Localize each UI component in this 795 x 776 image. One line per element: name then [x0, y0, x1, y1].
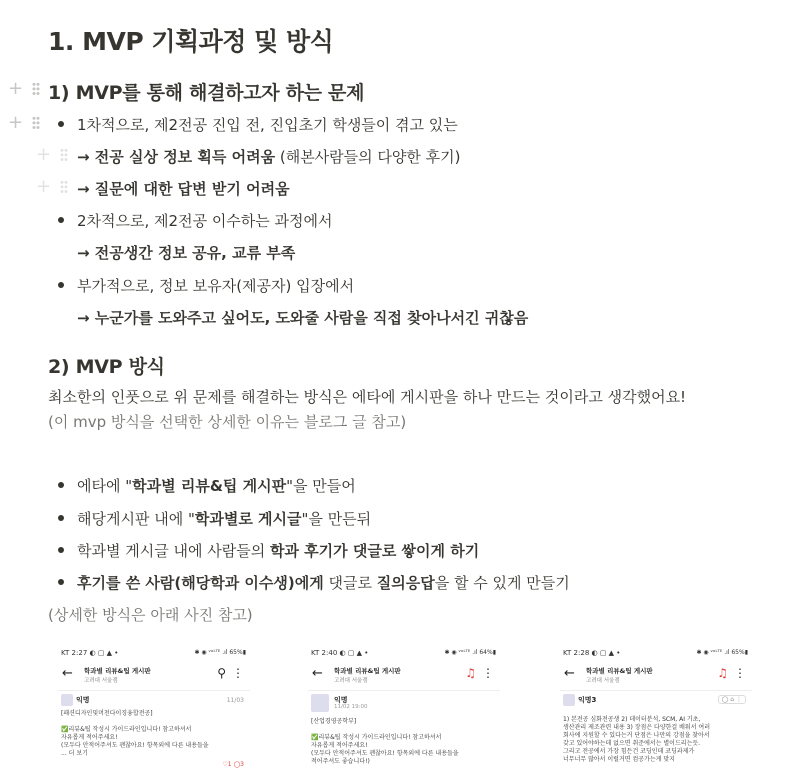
post-body: [산업경영공학부] ✅리뷰&팁 작성시 가이드라인입니다! 참고하셔서 자유롭게 적어주세요! (모두다 안적어주셔도 괜찮아요! 항목외에 다른 내용들을 적어주셔도 좋습니다!) [311, 718, 459, 765]
add-block-icon[interactable]: + [36, 144, 52, 165]
bell-icon: ♫ [717, 666, 728, 680]
paragraph-note: (이 mvp 방식을 선택한 상세한 이유는 블로그 글 참고) [48, 413, 407, 431]
post-date: 11/03 [226, 697, 244, 704]
text-bold: 학과 후기가 댓글로 쌓이게 하기 [269, 542, 480, 560]
paragraph-note: (상세한 방식은 아래 사진 참고) [48, 606, 253, 624]
screenshot-image [308, 646, 500, 776]
text-bold: 후기를 쓴 사람(해당학과 이수생)에게 [77, 574, 324, 592]
more-icon: ⋮ [482, 666, 494, 680]
post-author: 익명 [334, 696, 348, 704]
back-arrow-icon: ← [564, 666, 575, 681]
screenshot-image [560, 646, 752, 776]
paragraph: 최소한의 인풋으로 위 문제를 해결하는 방식은 에타에 게시판을 하나 만드는 것이라고 생각했어요! [48, 388, 687, 406]
text-bold: 학과별로 게시글 [194, 510, 302, 528]
bullet [58, 482, 64, 488]
section-2-title: 2) MVP 방식 [48, 356, 165, 378]
bullet [58, 121, 64, 127]
divider [560, 690, 752, 691]
sub-item-rest: (해본사람들의 다양한 후기) [275, 148, 461, 166]
drag-handle-icon[interactable] [32, 82, 40, 96]
post-author: 익명 [76, 696, 90, 704]
search-icon: ⚲ [217, 666, 226, 680]
bell-icon: ♫ [465, 666, 476, 680]
text: 해당게시판 내에 " [77, 510, 195, 528]
text: 을 할 수 있게 만들기 [434, 574, 570, 592]
list-item [77, 508, 371, 529]
list-sub-item [77, 242, 295, 263]
bullet [58, 217, 64, 223]
list-item [77, 475, 356, 496]
text: "을 만든뒤 [301, 510, 372, 528]
bullet [58, 579, 64, 585]
text: 학과별 게시글 내에 사람들의 [77, 542, 270, 560]
divider [308, 690, 500, 691]
list-item: 1차적으로, 제2전공 진입 전, 진입초기 학생들이 겪고 있는 [77, 116, 458, 134]
text: "을 만들어 [286, 477, 356, 495]
board-title: 학과별 리뷰&팁 게시판 [334, 667, 401, 675]
text-bold: 질의응답 [376, 574, 435, 592]
list-sub-item [77, 178, 290, 199]
section-1-title: 1) MVP를 통해 해결하고자 하는 문제 [48, 82, 365, 104]
sub-item-bold: → 전공생간 정보 공유, 교류 부족 [77, 244, 296, 262]
bullet [58, 515, 64, 521]
board-school: 고려대 서울캠 [586, 678, 620, 684]
more-icon: ⋮ [734, 666, 746, 680]
text: 댓글로 [323, 574, 377, 592]
board-title: 학과별 리뷰&팁 게시판 [84, 667, 151, 675]
page-title: 1. MVP 기획과정 및 방식 [48, 27, 334, 56]
post-body: [패션디자인및머천다이징융합전공] ✅리뷰&팁 작성시 가이드라인입니다! 참고하셔서 자유롭게 적어주세요! (모두다 안적어주셔도 괜찮아요! 항목외에 다른 내용들을 ... 더 보기 [61, 710, 209, 757]
list-item: 부가적으로, 정보 보유자(제공자) 입장에서 [77, 277, 355, 295]
bullet [58, 547, 64, 553]
board-school: 고려대 서울캠 [84, 678, 118, 684]
list-sub-item [77, 146, 460, 167]
post-author: 익명3 [578, 696, 597, 704]
phone-status: KT 2:28 ◐ ▢ ▲ • [563, 649, 621, 657]
back-arrow-icon: ← [62, 666, 73, 681]
text-bold: 학과별 리뷰&팁 게시판 [132, 477, 287, 495]
board-title: 학과별 리뷰&팁 게시판 [586, 667, 653, 675]
drag-handle-icon[interactable] [60, 180, 68, 194]
phone-status-right: ✱ ◉ ᵛᵒᴸᵀᴱ .ıl 65%▮ [696, 649, 748, 656]
phone-status: KT 2:27 ◐ ▢ ▲ • [61, 649, 119, 657]
post-date: 11/02 19:00 [334, 704, 368, 710]
bullet [58, 282, 64, 288]
divider [58, 690, 250, 691]
post-counts: ♡1 ◯3 [222, 761, 244, 768]
phone-status-right: ✱ ◉ ᵛᵒᴸᵀᴱ .ıl 64%▮ [444, 649, 496, 656]
list-item [77, 540, 479, 561]
sub-item-bold: → 누군가를 도와주고 싶어도, 도와줄 사람을 직접 찾아나서긴 귀찮음 [77, 309, 529, 327]
list-sub-item [77, 307, 528, 328]
post-body: 1) 본전공 심화전공생 2) 데이터분석, SCM, AI 기초, 생산관리 제조관련 내용 3) 장점은 다양한걸 배워서 여러 회사에 지원할 수 있다는거 단점은 나만의 강점을 찾아서 갖고 있어야하는데 없으면 취준에서는 별이드리는듯. 그리고 전공에서 가장 힘든건 코딩인데 코딩과제가 너무너무 많아서 이럴거면 컴공가는게 맞지 [563, 716, 711, 763]
more-icon: ⋮ [232, 666, 244, 680]
phone-status-right: ✱ ◉ ᵛᵒᴸᵀᴱ .ıl 65%▮ [194, 649, 246, 656]
drag-handle-icon[interactable] [60, 148, 68, 162]
drag-handle-icon[interactable] [32, 116, 40, 130]
back-arrow-icon: ← [312, 666, 323, 681]
comment-actions: ◯ ⌂ ⋮ [718, 695, 746, 704]
text: 에타에 " [77, 477, 133, 495]
list-item [77, 572, 570, 593]
list-item: 2차적으로, 제2전공 이수하는 과정에서 [77, 212, 333, 230]
sub-item-bold: → 질문에 대한 답변 받기 어려움 [77, 180, 290, 198]
avatar [563, 694, 575, 706]
avatar [61, 694, 73, 706]
add-block-icon[interactable]: + [36, 176, 52, 197]
add-block-icon[interactable]: + [8, 112, 24, 133]
board-school: 고려대 서울캠 [334, 678, 368, 684]
phone-status: KT 2:40 ◐ ▢ ▲ • [311, 649, 369, 657]
add-block-icon[interactable]: + [8, 78, 24, 99]
screenshot-image [58, 646, 250, 776]
sub-item-bold: → 전공 실상 정보 획득 어려움 [77, 148, 276, 166]
avatar [311, 694, 329, 712]
